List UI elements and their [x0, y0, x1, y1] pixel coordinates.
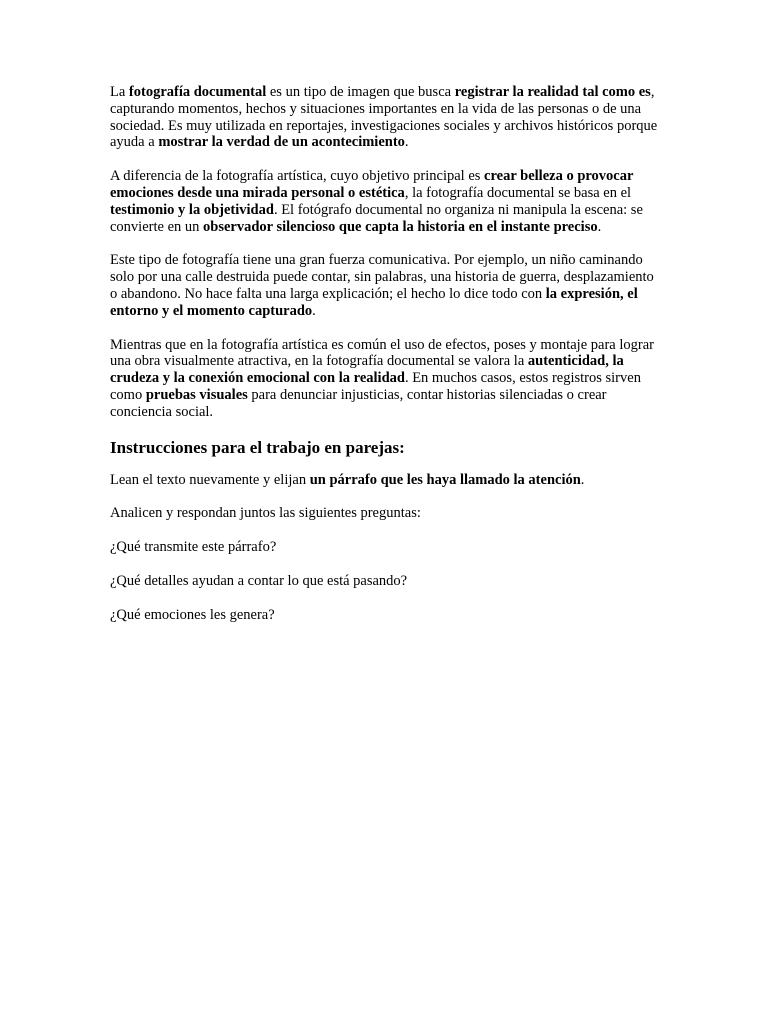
bold-text-run: la expresión, el entorno y el momento capturado [110, 285, 638, 319]
document-page [110, 84, 660, 641]
text-run: , la fotografía documental se basa en el [404, 184, 632, 201]
bold-text-run: crear belleza o provocar emociones desde una mirada personal o estética [110, 168, 634, 201]
bold-text-run: un párrafo que les haya llamado la atención [309, 471, 581, 488]
bold-text-run: registrar la realidad tal como es [454, 84, 651, 100]
text-run: Analicen y respondan juntos las siguientes preguntas: [110, 505, 421, 522]
text-run: . [312, 302, 316, 319]
text-run: . [597, 218, 602, 235]
body-paragraph [110, 337, 660, 421]
instructions-heading: Instrucciones para el trabajo en parejas: [110, 437, 405, 457]
question-paragraph [110, 573, 660, 590]
question-paragraph [110, 607, 660, 624]
bold-text-run: testimonio y la objetividad [110, 201, 274, 218]
text-run: . El fotógrafo documental no organiza ni manipula la escena: se convierte en un [110, 201, 643, 235]
bold-text-run: autenticidad, la crudeza y la conexión emocional con la realidad [110, 353, 624, 387]
text-run: ¿Qué transmite este párrafo? [110, 539, 277, 556]
bold-text-run: pruebas visuales [145, 386, 248, 403]
text-run: Lean el texto nuevamente y elijan [110, 471, 310, 488]
text-run: . En muchos casos, estos registros sirven como [110, 370, 641, 403]
text-run: A diferencia de la fotografía artística, cuyo objetivo principal es [110, 168, 485, 185]
instruction-paragraph [110, 472, 660, 489]
text-run: es un tipo de imagen que busca [266, 84, 455, 100]
text-run: Este tipo de fotografía tiene una gran fuerza comunicativa. Por ejemplo, un niño caminando solo por una calle destruida puede contar, sin palabras, una historia de guerra, desplazamiento o abandono. No hace falta una larga explicación; el hecho lo dice todo con [110, 252, 654, 302]
text-run: La [110, 84, 129, 100]
text-run: . [404, 134, 409, 151]
text-run: Mientras que en la fotografía artística es común el uso de efectos, poses y montaje para lograr una obra visualmente atractiva, en la fotografía documental se valora la [110, 336, 654, 370]
bold-text-run: fotografía documental [128, 84, 267, 100]
text-run: , capturando momentos, hechos y situaciones importantes en la vida de las personas o de una sociedad. Es muy utilizada en reportajes, investigaciones sociales y archivos históricos porque ayuda a [110, 84, 658, 151]
text-run: ¿Qué emociones les genera? [110, 606, 275, 623]
body-paragraph [110, 168, 660, 235]
body-paragraph [110, 84, 660, 151]
text-run: ¿Qué detalles ayudan a contar lo que está pasando? [110, 572, 408, 589]
text-run: para denunciar injusticias, contar historias silenciadas o crear conciencia social. [110, 386, 607, 420]
bold-text-run: mostrar la verdad de un acontecimiento [158, 134, 405, 151]
instruction-paragraph [110, 505, 660, 522]
question-paragraph [110, 539, 660, 556]
text-run: . [580, 471, 585, 488]
body-paragraph [110, 252, 660, 319]
bold-text-run: observador silencioso que capta la historia en el instante preciso [203, 218, 598, 235]
